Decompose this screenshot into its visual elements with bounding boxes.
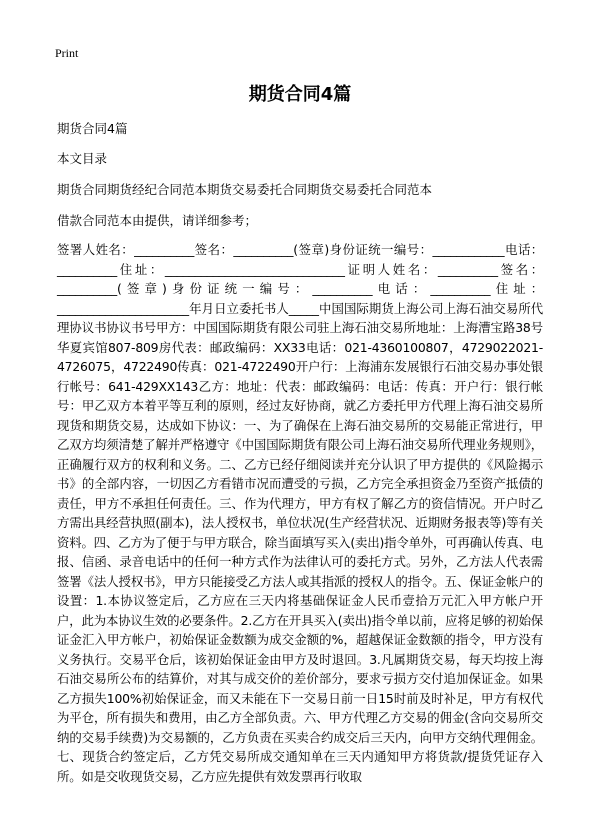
document-title: 期货合同4篇 <box>248 84 352 105</box>
toc-label: 本文目录 <box>57 151 108 166</box>
subtitle: 期货合同4篇 <box>57 121 128 136</box>
print-label: Print <box>55 46 79 60</box>
toc-line: 期货合同期货经纪合同范本期货交易委托合同期货交易委托合同范本 <box>57 182 433 197</box>
reference-note: 借款合同范本由提供，请详细参考； <box>57 213 258 228</box>
contract-body: 签署人姓名：__________签名：__________(签章)身份证统一编号：____________电话：__________住址：______________________________证明人姓名：__________签名：__________(签章)身份证统一编号：__________电话：__________住址：______________________年月日立委托书人_____中国国际期货上海公司上海石油交易所代理协议书协议书号甲方：中国国际期货有限公司驻上海石油交易所地址：上海漕宝路38号华夏宾馆807-809房代表：邮政编码：XX33电话：021-4360100807，4729022021-4726075，4722490传真：021-4722490开户行：上海浦东发展银行石油交易办事处银行帐号：641-429XX143乙方：地址：代表：邮政编码：电话：传真：开户行：银行帐号：甲乙双方本着平等互利的原则，经过友好协商，就乙方委托甲方代理上海石油交易所现货和期货交易，达成如下协议：一、为了确保在上海石油交易所的交易能正常进行，甲乙双方均须清楚了解并严格遵守《中国国际期货有限公司上海石油交易所代理业务规则》，正确履行双方的权利和义务。二、乙方已经仔细阅读并充分认识了甲方提供的《风险揭示书》的全部内容，一切因乙方看错市况而遭受的亏损，乙方完全承担资金乃至资产抵债的责任，甲方不承担任何责任。三、作为代理方，甲方有权了解乙方的资信情况。开户时乙方需出具经营执照(副本)，法人授权书，单位状况(生产经营状况、近期财务报表等)等有关资料。四、乙方为了便于与甲方联合，除当面填写买入(卖出)指令单外，可再确认传真、电报、信函、录音电话中的任何一种方式作为法律认可的委托方式。另外，乙方法人代表需签署《法人授权书》，甲方只能接受乙方法人或其指派的授权人的指令。五、保证金帐户的设置：1.本协议签定后，乙方应在三天内将基础保证金人民币壹拾万元汇入甲方帐户开户，此为本协议生效的必要条件。2.乙方在开具买入(卖出)指令单以前，应将足够的初始保证金汇入甲方帐户，初始保证金数额为成交金额的%，超越保证金数额的指令，甲方没有义务执行。交易平仓后，该初始保证金由甲方及时退回。3.凡属期货交易，每天均按上海石油交易所公布的结算价，对其与成交价的差价部分，要求亏损方交付追加保证金。如果乙方损失100%初始保证金，而又未能在下一交易日前一日15时前及时补足，甲方有权代为平仓，所有损失和费用，由乙方全部负责。六、甲方代理乙方交易的佣金(含向交易所交纳的交易手续费)为交易额的，乙方负责在买卖合约成交后三天内，向甲方交纳代理佣金。七、现货合约签定后，乙方凭交易所成交通知单在三天内通知甲方将货款/提货凭证存入所。如是交收现货交易，乙方应先提供有效发票再行收取 <box>57 242 543 784</box>
